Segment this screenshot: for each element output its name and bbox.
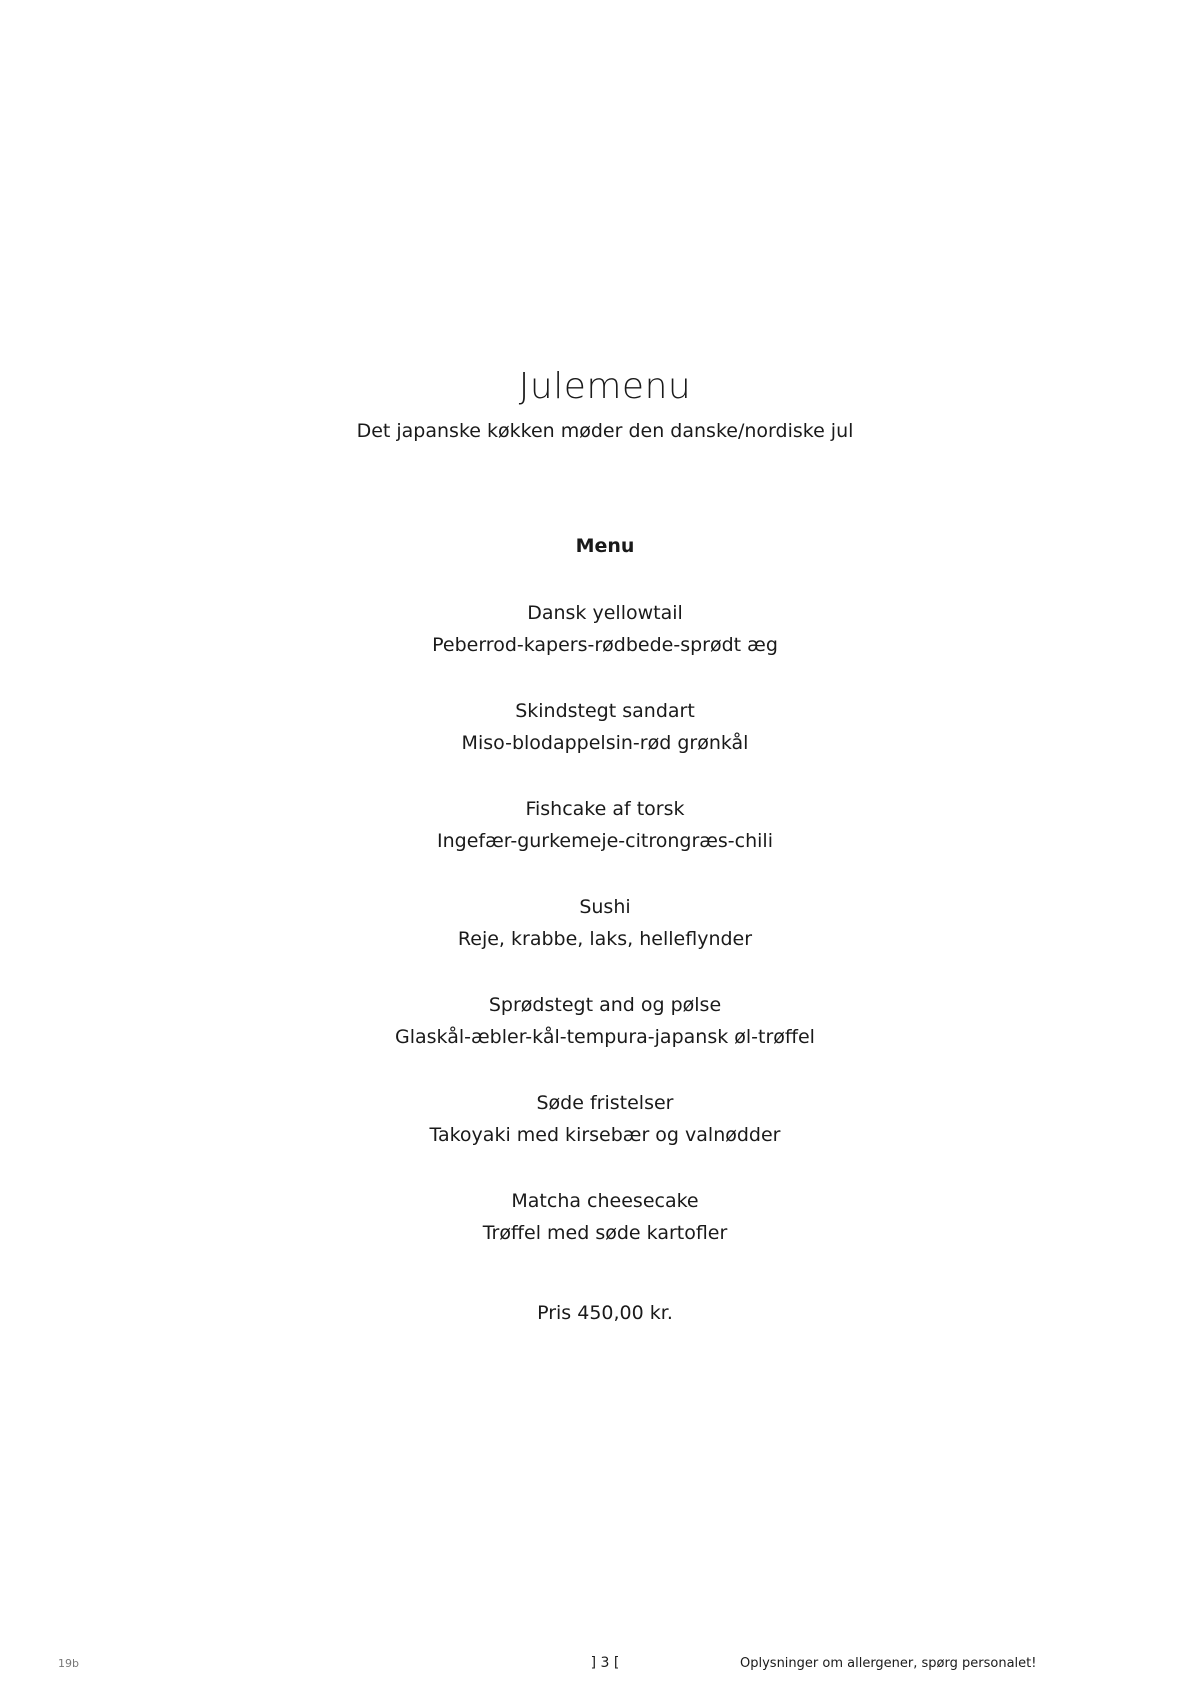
course-description: Takoyaki med kirsebær og valnødder bbox=[429, 1124, 781, 1146]
course-name: Sprødstegt and og pølse bbox=[488, 994, 722, 1016]
course-name: Skindstegt sandart bbox=[515, 700, 695, 722]
course-item bbox=[0, 891, 1200, 989]
menu-heading: Menu bbox=[575, 535, 635, 557]
course-item bbox=[0, 1087, 1200, 1185]
course-item bbox=[0, 989, 1200, 1087]
footer-code: 19b bbox=[58, 1657, 79, 1670]
allergen-note: Oplysninger om allergener, spørg personalet! bbox=[740, 1656, 1037, 1671]
course-description: Reje, krabbe, laks, helleflynder bbox=[457, 928, 753, 950]
course-list bbox=[0, 597, 1200, 1283]
course-name: Søde fristelser bbox=[536, 1092, 674, 1114]
course-name: Fishcake af torsk bbox=[525, 798, 685, 820]
course-description: Ingefær-gurkemeje-citrongræs-chili bbox=[437, 830, 773, 852]
course-item bbox=[0, 695, 1200, 793]
course-item bbox=[0, 597, 1200, 695]
course-description: Glaskål-æbler-kål-tempura-japansk øl-trøffel bbox=[395, 1026, 815, 1048]
page-title: Julemenu bbox=[518, 366, 692, 407]
course-name: Matcha cheesecake bbox=[511, 1190, 699, 1212]
page-number: ] 3 [ bbox=[590, 1655, 620, 1671]
course-description: Miso-blodappelsin-rød grønkål bbox=[461, 732, 749, 754]
course-name: Sushi bbox=[579, 896, 631, 918]
course-description: Peberrod-kapers-rødbede-sprødt æg bbox=[432, 634, 778, 656]
course-item bbox=[0, 793, 1200, 891]
course-name: Dansk yellowtail bbox=[527, 602, 683, 624]
course-item bbox=[0, 1185, 1200, 1283]
subtitle: Det japanske køkken møder den danske/nordiske jul bbox=[356, 420, 854, 442]
course-description: Trøffel med søde kartofler bbox=[482, 1222, 728, 1244]
price: Pris 450,00 kr. bbox=[537, 1302, 673, 1324]
